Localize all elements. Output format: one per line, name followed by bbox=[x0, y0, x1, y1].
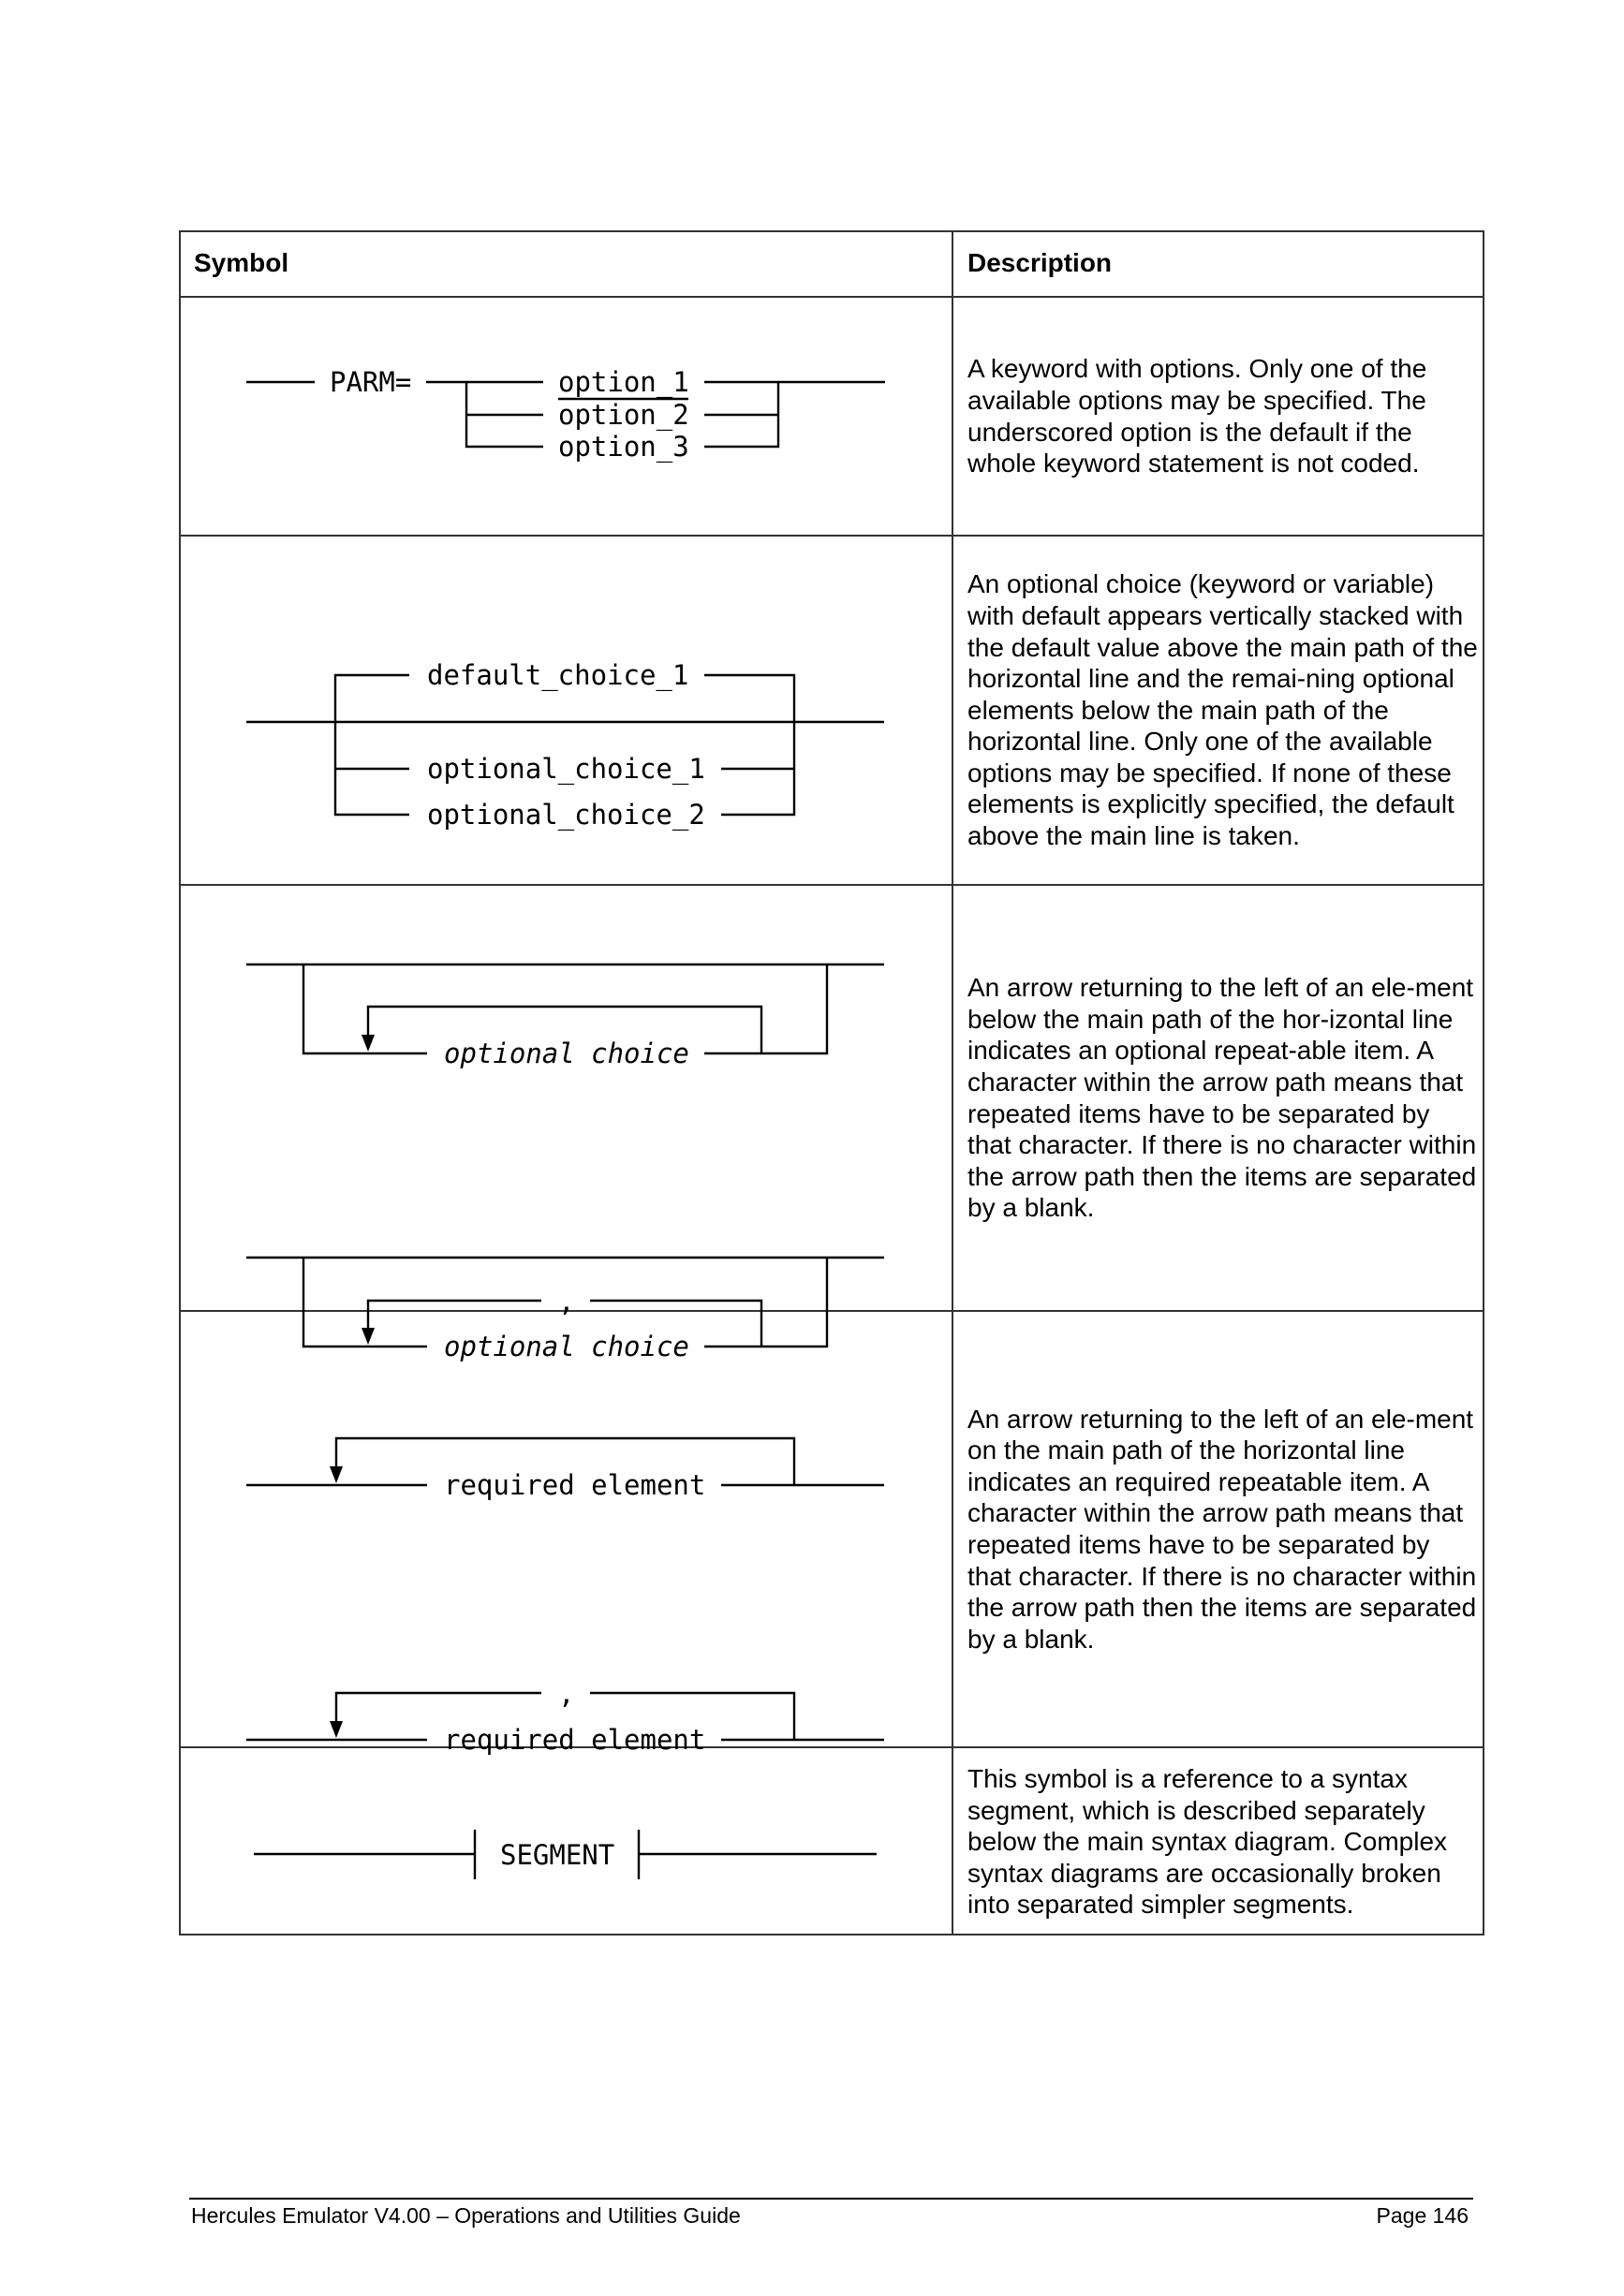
table-row-description bbox=[967, 1748, 1478, 1935]
column-header-description: Description bbox=[967, 248, 1113, 277]
footer-title: Hercules Emulator V4.00 – Operations and Utilities Guide bbox=[191, 2203, 741, 2228]
required-element-label: required element bbox=[444, 1469, 706, 1501]
description-text: An arrow returning to the left of an ele-ment below the main path of the hor-izontal line indicates an optional repeat-able item. A character within the arrow path means that repeated items have to be separated by that character. If there is no character within the arrow path then the items are separated by a blank. bbox=[967, 973, 1477, 1223]
default-choice-label: default_choice_1 bbox=[427, 659, 689, 691]
table-row-description bbox=[967, 1312, 1478, 1746]
option-label: option_3 bbox=[558, 431, 689, 463]
table-row-description bbox=[967, 298, 1478, 535]
table-row-description bbox=[967, 537, 1478, 884]
segment-label: SEGMENT bbox=[500, 1839, 615, 1871]
separator-char: , bbox=[558, 1678, 575, 1710]
optional-element-label: optional choice bbox=[444, 1038, 689, 1069]
optional-choice-label: optional_choice_2 bbox=[427, 799, 705, 831]
column-divider bbox=[952, 230, 953, 1935]
optional-element-label: optional choice bbox=[444, 1331, 689, 1362]
option-label-default: option_1 bbox=[558, 366, 689, 398]
column-header-symbol: Symbol bbox=[194, 248, 289, 277]
description-text: An arrow returning to the left of an ele-ment on the main path of the horizontal line indicates an required repeatable item. A character within the arrow path means that repeated items have to be separated by that character. If there is no character within the arrow path then the items are separated by a blank. bbox=[967, 1404, 1477, 1654]
page-number: Page 146 bbox=[1376, 2203, 1469, 2228]
description-text: A keyword with options. Only one of the available options may be specified. The underscored option is the default if the whole keyword statement is not coded. bbox=[967, 354, 1427, 478]
footer-rule bbox=[189, 2198, 1473, 2200]
separator-char: , bbox=[558, 1286, 575, 1317]
keyword-label: PARM= bbox=[330, 366, 412, 398]
table-row-description bbox=[967, 886, 1478, 1310]
description-text: An optional choice (keyword or variable) with default appears vertically stacked with the default value above the main path of the horizontal line and the remai-ning optional elements below the main path of the horizontal line. Only one of the available options may be specified. If none of these elements is explicitly specified, the default above the main line is taken. bbox=[967, 569, 1478, 851]
required-element-label: required element bbox=[444, 1724, 706, 1756]
option-label: option_2 bbox=[558, 399, 689, 431]
description-text: This symbol is a reference to a syntax segment, which is described separately below the main syntax diagram. Complex syntax diagrams are occasionally broken into separated simpler segments. bbox=[967, 1764, 1448, 1920]
optional-choice-label: optional_choice_1 bbox=[427, 753, 705, 785]
